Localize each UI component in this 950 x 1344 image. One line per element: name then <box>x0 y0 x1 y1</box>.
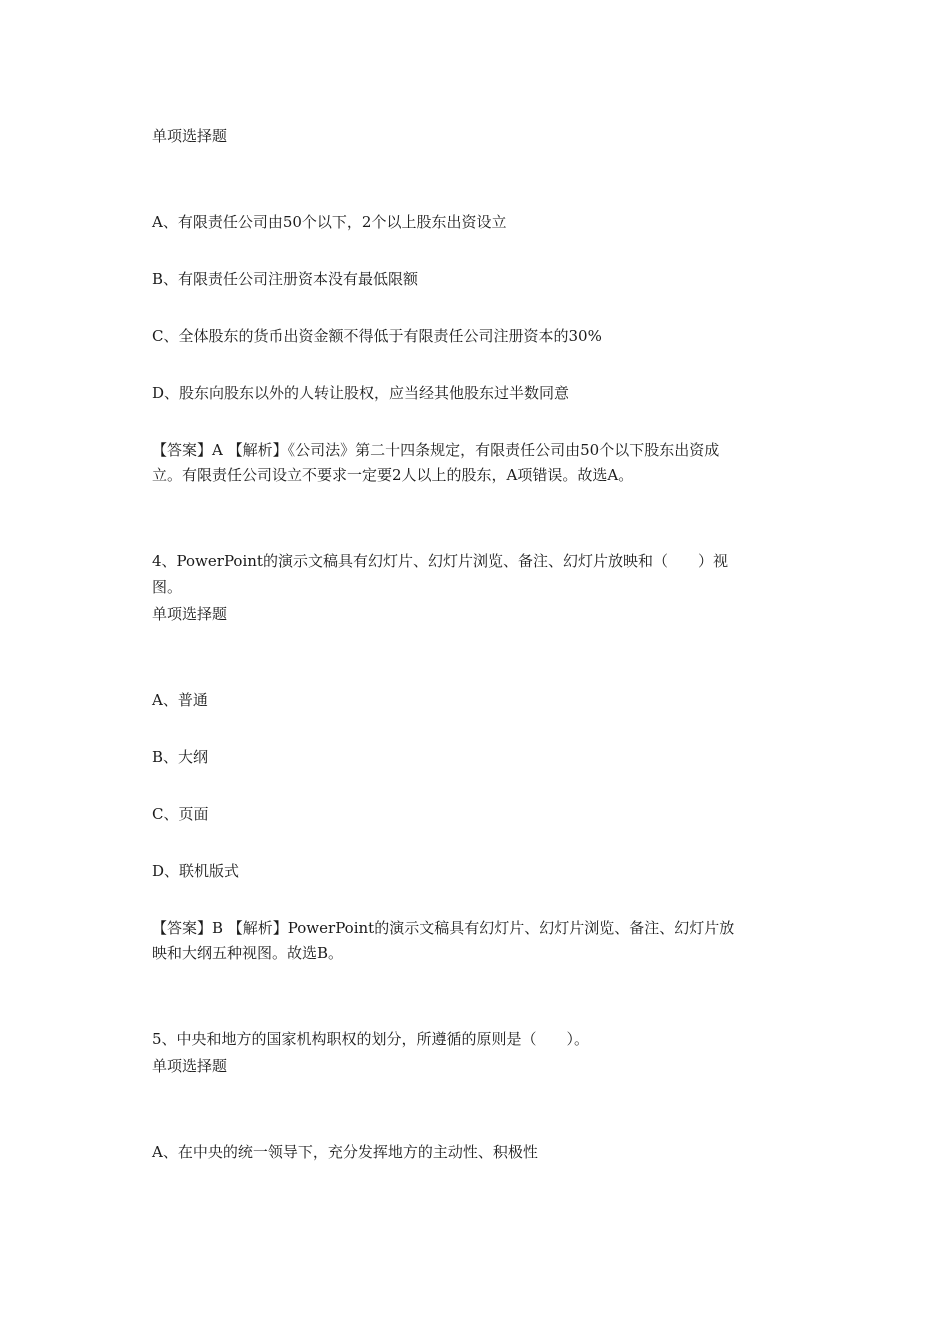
answer-explanation-line1: 【答案】A 【解析】《公司法》第二十四条规定，有限责任公司由50个以下股东出资成 <box>152 441 720 459</box>
question-type-label: 单项选择题 <box>152 1057 228 1075</box>
option-d: D、联机版式 <box>152 862 240 880</box>
question-4-text-line1: 4、PowerPoint的演示文稿具有幻灯片、幻灯片浏览、备注、幻灯片放映和（ ）视 <box>152 552 728 570</box>
question-type-label: 单项选择题 <box>152 605 228 623</box>
option-b: B、大纲 <box>152 748 209 766</box>
option-a: A、普通 <box>152 691 208 709</box>
answer-explanation-line2: 立。有限责任公司设立不要求一定要2人以上的股东，A项错误。故选A。 <box>152 466 634 484</box>
question-5-text-line1: 5、中央和地方的国家机构职权的划分，所遵循的原则是（ ）。 <box>152 1030 590 1048</box>
question-4-text-line2: 图。 <box>152 578 183 596</box>
answer-explanation-line2: 映和大纲五种视图。故选B。 <box>152 944 344 962</box>
option-d: D、股东向股东以外的人转让股权，应当经其他股东过半数同意 <box>152 384 570 402</box>
option-b: B、有限责任公司注册资本没有最低限额 <box>152 270 419 288</box>
option-a: A、在中央的统一领导下，充分发挥地方的主动性、积极性 <box>152 1143 538 1161</box>
question-type-label: 单项选择题 <box>152 127 228 145</box>
option-c: C、全体股东的货币出资金额不得低于有限责任公司注册资本的30% <box>152 327 602 345</box>
option-a: A、有限责任公司由50个以下，2个以上股东出资设立 <box>152 213 507 231</box>
answer-explanation-line1: 【答案】B 【解析】PowerPoint的演示文稿具有幻灯片、幻灯片浏览、备注、幻灯片放 <box>152 919 735 937</box>
option-c: C、页面 <box>152 805 209 823</box>
